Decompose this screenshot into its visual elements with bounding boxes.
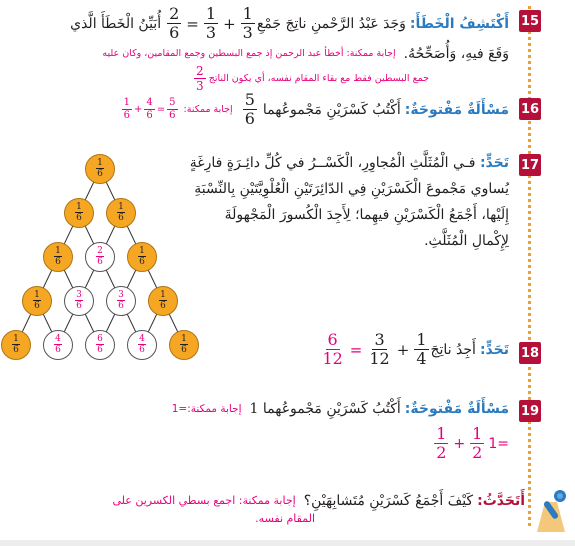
- talk-answer-line-2: المقام نفسه.: [255, 512, 315, 525]
- page-bottom-strip: [0, 540, 575, 546]
- q16-answer: $\frac{1}{6}$ + $\frac{4}{6}$ = $\frac{5}{6}$: [123, 97, 176, 121]
- q16-fraction: $\frac{5}{6}$: [244, 90, 255, 128]
- triangle-circle: [106, 286, 136, 316]
- q15-answer-line-2: جمع البسطين فقط مع بقاء المقام نفسه، أي يكون الناتج: [208, 72, 429, 84]
- q17-line-2: يُساوي مَجْموعَ الْكَسْرَيْنِ فِي الدّائِرَتَيْنِ الْعُلْوِيَّتَيْنِ بِالنِّسْبَةِ: [194, 181, 509, 197]
- talk-text: كَيْفَ أَجْمَعُ كَسْرَيْنِ مُتَشابِهَيْنِ؟: [303, 493, 474, 509]
- triangle-circle-fraction: $\frac{1}{6}$: [139, 246, 145, 267]
- triangle-circle-fraction: $\frac{1}{6}$: [34, 290, 40, 311]
- triangle-circle-fraction: $\frac{1}{6}$: [181, 334, 187, 355]
- q16-text: أَكْتُبُ كَسْرَيْنِ مَجْموعُهما: [262, 101, 401, 118]
- q18-fraction-2: $\frac{3}{12}$: [369, 330, 390, 368]
- triangle-circle: [127, 242, 157, 272]
- question-19: [10, 398, 509, 461]
- triangle-circle-fraction: $\frac{1}{6}$: [97, 158, 103, 179]
- q15-text-3: وَقَعَ فيهِ، وَأُصَحِّحُهُ.: [403, 46, 509, 62]
- triangle-circle: [106, 198, 136, 228]
- question-15: أَكْتَشِفُ الْخَطَأَ: وَجَدَ عَبْدُ الرَّحْمنِ ناتِجَ جَمْعِ $\frac{1}{3}$ + $\frac{1}{3}$ = $\frac{2}{6}$ أُبَيِّنُ الْخَطَأَ الَّذي وَقَعَ فيهِ، وَأُصَحِّحُهُ. إجابة ممكنة: أخطأ عبد الرحمن إذ جمع البسطين وجمع المقامين، وكان عليه جمع البسطين فقط مع بقاء المقام نفسه، أي يكون الناتج $\frac{2}{3}$: [70, 4, 509, 93]
- question-number-16: 16: [519, 98, 541, 120]
- q17-line-4: لِإِكْمالِ الْمُثَلَّثِ.: [424, 233, 509, 249]
- q17-line-1: فـي الْمُثَلَّثِ الْمُجاوِرِ، الْكَسْــرُ في كُلِّ دائِـرَةٍ فارِغَةٍ: [189, 155, 476, 171]
- q19-answer-small: 1=: [171, 403, 188, 415]
- question-number-19: 19: [519, 400, 541, 422]
- q19-title: مَسْأَلَةٌ مَفْتوحَةٌ:: [404, 401, 509, 417]
- triangle-circle-fraction: $\frac{3}{6}$: [76, 290, 82, 311]
- question-16: [10, 92, 509, 127]
- q15-fraction-3: $\frac{2}{6}$: [169, 4, 180, 42]
- talk-title: أَتَحَدَّثُ:: [477, 493, 525, 509]
- triangle-circle-fraction: $\frac{2}{6}$: [97, 246, 103, 267]
- q15-answer-fraction: $\frac{2}{3}$: [196, 64, 204, 93]
- triangle-circle: [148, 286, 178, 316]
- q15-fraction-1: $\frac{1}{3}$: [242, 4, 253, 42]
- triangle-circle: [64, 286, 94, 316]
- triangle-circle: [85, 154, 115, 184]
- q19-answer-fraction-2: $\frac{1}{2}$: [472, 424, 483, 462]
- triangle-circle: [22, 286, 52, 316]
- question-number-17: 17: [519, 154, 541, 176]
- triangle-circle: [169, 330, 199, 360]
- triangle-circle: [85, 242, 115, 272]
- triangle-circle: [43, 330, 73, 360]
- triangle-circle-fraction: $\frac{4}{6}$: [139, 334, 145, 355]
- q16-answer-label: إجابة ممكنة:: [183, 103, 233, 115]
- dotted-margin-line: [528, 6, 531, 526]
- triangle-circle-fraction: $\frac{1}{6}$: [13, 334, 19, 355]
- triangle-circle: [1, 330, 31, 360]
- q15-text: وَجَدَ عَبْدُ الرَّحْمنِ ناتِجَ جَمْعِ: [256, 15, 406, 32]
- q19-answer-label: إجابة ممكنة:: [187, 403, 242, 415]
- triangle-circle-fraction: $\frac{1}{6}$: [55, 246, 61, 267]
- microphone-icon: [531, 486, 571, 534]
- q15-title: أَكْتَشِفُ الْخَطَأَ:: [409, 15, 509, 32]
- triangle-circle-fraction: $\frac{4}{6}$: [55, 334, 61, 355]
- triangle-circle: [43, 242, 73, 272]
- talk-section: [10, 490, 525, 526]
- q16-answer-fraction-1: $\frac{1}{6}$: [123, 97, 131, 121]
- q18-title: تَحَدٍّ:: [479, 341, 509, 358]
- question-number-18: 18: [519, 342, 541, 364]
- question-18: تَحَدٍّ: أَجِدُ ناتِجَ $\frac{1}{4}$ + $\frac{3}{12}$ = $\frac{6}{12}$: [322, 330, 509, 368]
- q18-answer-fraction: $\frac{6}{12}$: [322, 330, 343, 368]
- talk-answer-line-1: إجابة ممكنة: اجمع بسطي الكسرين على: [112, 494, 296, 507]
- q17-title: تَحَدٍّ:: [479, 155, 509, 171]
- triangle-circle-fraction: $\frac{1}{6}$: [160, 290, 166, 311]
- fraction-triangle: [0, 146, 210, 386]
- q18-fraction-1: $\frac{1}{4}$: [416, 330, 427, 368]
- triangle-circle-fraction: $\frac{1}{6}$: [118, 202, 124, 223]
- question-17: [189, 150, 509, 254]
- triangle-circle: [64, 198, 94, 228]
- q15-answer-line-1: إجابة ممكنة: أخطأ عبد الرحمن إذ جمع البسطين وجمع المقامين، وكان عليه: [102, 48, 396, 59]
- q19-answer-fraction-1: $\frac{1}{2}$: [436, 424, 447, 462]
- question-number-15: 15: [519, 10, 541, 32]
- q19-answer-equals: 1=: [488, 435, 509, 452]
- q16-answer-fraction-2: $\frac{4}{6}$: [146, 97, 153, 121]
- triangle-circle-fraction: $\frac{6}{6}$: [97, 334, 103, 355]
- q18-text: أَجِدُ ناتِجَ: [430, 341, 476, 358]
- triangle-circle: [85, 330, 115, 360]
- triangle-circle-fraction: $\frac{1}{6}$: [76, 202, 82, 223]
- q16-title: مَسْأَلَةٌ مَفْتوحَةٌ:: [404, 101, 509, 118]
- q19-answer: $\frac{1}{2}$ + $\frac{1}{2}$ 1=: [436, 424, 509, 462]
- q16-answer-fraction-3: $\frac{5}{6}$: [169, 97, 176, 121]
- q15-fraction-2: $\frac{1}{3}$: [205, 4, 217, 42]
- q17-line-3: إِلَيْها، أَجْمَعُ الْكَسْرَيْنِ فيهِما؛ لِأَجِدَ الْكُسورَ الْمَجْهولَةَ: [224, 207, 509, 223]
- triangle-circle: [127, 330, 157, 360]
- triangle-circle-fraction: $\frac{3}{6}$: [118, 290, 124, 311]
- q19-text: أَكْتُبُ كَسْرَيْنِ مَجْموعُهما 1: [249, 401, 401, 417]
- q15-text-2: أُبَيِّنُ الْخَطَأَ الَّذي: [70, 15, 162, 32]
